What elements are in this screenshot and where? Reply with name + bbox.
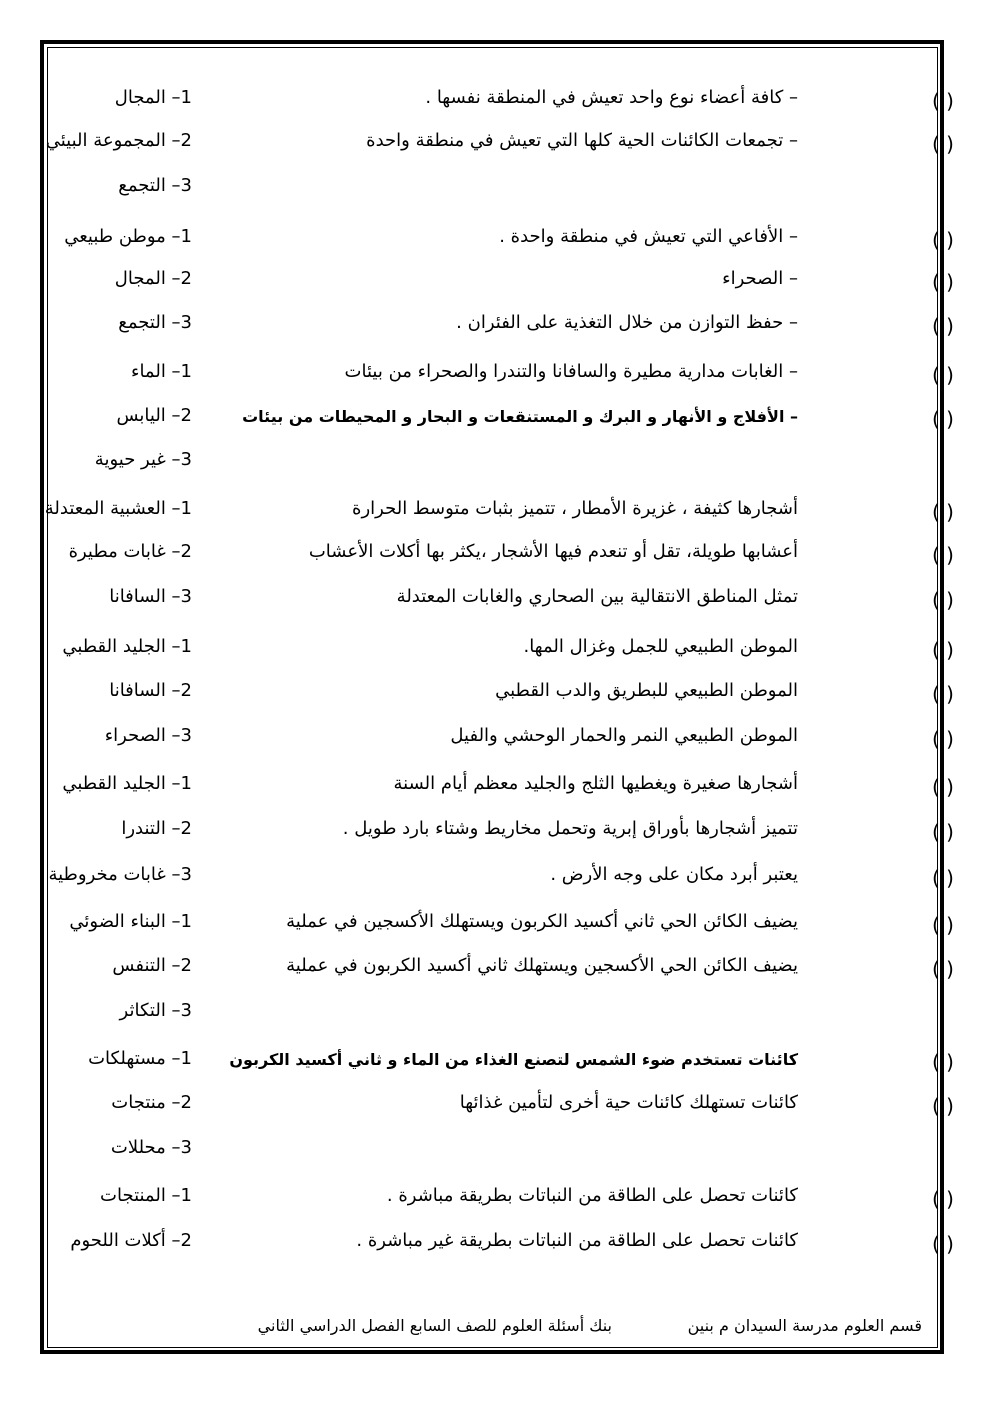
question-text: كائنات تحصل على الطاقة من النباتات بطريقة غير مباشرة .: [356, 1230, 798, 1251]
question-row: [60, 312, 954, 342]
answer-blank[interactable]: ( ): [932, 866, 954, 890]
question-text: كائنات تحصل على الطاقة من النباتات بطريقة مباشرة .: [386, 1185, 798, 1206]
option-text: 1– العشبية المعتدلة: [44, 498, 192, 519]
option-text: 3– التكاثر: [119, 1000, 192, 1021]
option-text: 2– السافانا: [109, 680, 192, 701]
answer-blank[interactable]: ( ): [932, 682, 954, 706]
option-text: 3– محللات: [110, 1137, 192, 1158]
question-row: [60, 911, 954, 941]
question-row: [60, 818, 954, 848]
question-row: [60, 725, 954, 755]
question-text: تتميز أشجارها بأوراق إبرية وتحمل مخاريط وشتاء بارد طويل .: [342, 818, 798, 839]
option-text: 2– اليابس: [116, 405, 192, 426]
question-row: [60, 773, 954, 803]
question-row: [60, 361, 954, 391]
question-text: أشجارها صغيرة ويغطيها الثلج والجليد معظم أيام السنة: [393, 773, 798, 794]
answer-blank[interactable]: ( ): [932, 363, 954, 387]
question-text: – الصحراء: [722, 268, 798, 289]
answer-blank[interactable]: ( ): [932, 407, 954, 431]
option-text: 3– التجمع: [118, 312, 192, 333]
question-text: كائنات تستخدم ضوء الشمس لتصنع الغذاء من الماء و ثاني أكسيد الكربون: [229, 1050, 798, 1069]
option-text: 3– السافانا: [109, 586, 192, 607]
option-text: 2– التندرا: [121, 818, 192, 839]
question-text: يعتبر أبرد مكان على وجه الأرض .: [550, 864, 798, 885]
answer-blank[interactable]: ( ): [932, 314, 954, 338]
question-row: [60, 955, 954, 985]
option-text: 2– المجموعة البيئي: [45, 130, 192, 151]
option-text: 2– منتجات: [111, 1092, 192, 1113]
option-text: 3– التجمع: [118, 175, 192, 196]
option-row: [60, 1000, 930, 1030]
option-text: 2– التنفس: [112, 955, 192, 976]
answer-blank[interactable]: ( ): [932, 820, 954, 844]
question-text: – تجمعات الكائنات الحية كلها التي تعيش في منطقة واحدة: [366, 130, 798, 151]
question-row: [48, 864, 954, 894]
option-text: 1– الجليد القطبي: [62, 773, 192, 794]
option-text: 2– أكلات اللحوم: [70, 1230, 192, 1251]
footer-department: قسم العلوم مدرسة السيدان م بنين: [687, 1316, 922, 1335]
question-text: – الأفلاج و الأنهار و البرك و المستنقعات و البحار و المحيطات من بيئات: [242, 407, 798, 426]
answer-blank[interactable]: ( ): [932, 543, 954, 567]
question-text: كائنات تستهلك كائنات حية أخرى لتأمين غذائها: [459, 1092, 798, 1113]
option-text: 1– مستهلكات: [88, 1048, 192, 1069]
answer-blank[interactable]: ( ): [932, 270, 954, 294]
question-row: [60, 1230, 954, 1260]
option-text: 1– البناء الضوئي: [69, 911, 192, 932]
option-text: 2– المجال: [114, 268, 192, 289]
question-row: [44, 498, 954, 528]
question-row: [60, 680, 954, 710]
question-row: [60, 1092, 954, 1122]
footer-title: بنك أسئلة العلوم للصف السابع الفصل الدراسي الثاني: [257, 1316, 612, 1335]
question-row: [60, 636, 954, 666]
question-row: [60, 226, 954, 256]
question-text: أشجارها كثيفة ، غزيرة الأمطار ، تتميز بثبات متوسط الحرارة: [352, 498, 798, 519]
option-text: 1– المجال: [114, 87, 192, 108]
question-text: – الأفاعي التي تعيش في منطقة واحدة .: [499, 226, 798, 247]
answer-blank[interactable]: ( ): [932, 132, 954, 156]
question-text: أعشابها طويلة، تقل أو تنعدم فيها الأشجار ،يكثر بها أكلات الأعشاب: [308, 541, 798, 562]
answer-blank[interactable]: ( ): [932, 228, 954, 252]
question-text: – حفظ التوازن من خلال التغذية على الفئران .: [456, 312, 798, 333]
question-text: – كافة أعضاء نوع واحد تعيش في المنطقة نفسها .: [425, 87, 798, 108]
question-row: [60, 541, 954, 571]
answer-blank[interactable]: ( ): [932, 1187, 954, 1211]
question-text: الموطن الطبيعي النمر والحمار الوحشي والفيل: [450, 725, 798, 746]
answer-blank[interactable]: ( ): [932, 957, 954, 981]
answer-blank[interactable]: ( ): [932, 1232, 954, 1256]
answer-blank[interactable]: ( ): [932, 913, 954, 937]
question-row: [45, 130, 954, 160]
answer-blank[interactable]: ( ): [932, 89, 954, 113]
option-row: [60, 175, 930, 205]
option-text: 1– موطن طبيعي: [64, 226, 192, 247]
question-row: [60, 1185, 954, 1215]
question-row: [60, 268, 954, 298]
answer-blank[interactable]: ( ): [932, 775, 954, 799]
option-text: 1– الجليد القطبي: [62, 636, 192, 657]
question-text: – الغابات مدارية مطيرة والسافانا والتندرا والصحراء من بيئات: [344, 361, 798, 382]
question-text: الموطن الطبيعي للجمل وغزال المها.: [523, 636, 798, 657]
option-text: 3– الصحراء: [104, 725, 192, 746]
answer-blank[interactable]: ( ): [932, 500, 954, 524]
question-text: يضيف الكائن الحي الأكسجين ويستهلك ثاني أكسيد الكربون في عملية: [286, 955, 798, 976]
option-text: 1– المنتجات: [100, 1185, 192, 1206]
option-text: 3– غابات مخروطية: [48, 864, 192, 885]
answer-blank[interactable]: ( ): [932, 638, 954, 662]
option-row: [60, 1137, 930, 1167]
answer-blank[interactable]: ( ): [932, 727, 954, 751]
question-text: الموطن الطبيعي للبطريق والدب القطبي: [495, 680, 798, 701]
question-row: [60, 1048, 954, 1078]
question-row: [60, 405, 954, 435]
answer-blank[interactable]: ( ): [932, 1094, 954, 1118]
option-text: 2– غابات مطيرة: [68, 541, 192, 562]
question-text: يضيف الكائن الحي ثاني أكسيد الكربون ويستهلك الأكسجين في عملية: [286, 911, 798, 932]
option-row: [60, 449, 930, 479]
answer-blank[interactable]: ( ): [932, 588, 954, 612]
option-text: 1– الماء: [130, 361, 192, 382]
question-row: [60, 87, 954, 117]
question-text: تمثل المناطق الانتقالية بين الصحاري والغابات المعتدلة: [396, 586, 798, 607]
answer-blank[interactable]: ( ): [932, 1050, 954, 1074]
question-row: [60, 586, 954, 616]
option-text: 3– غير حيوية: [94, 449, 192, 470]
